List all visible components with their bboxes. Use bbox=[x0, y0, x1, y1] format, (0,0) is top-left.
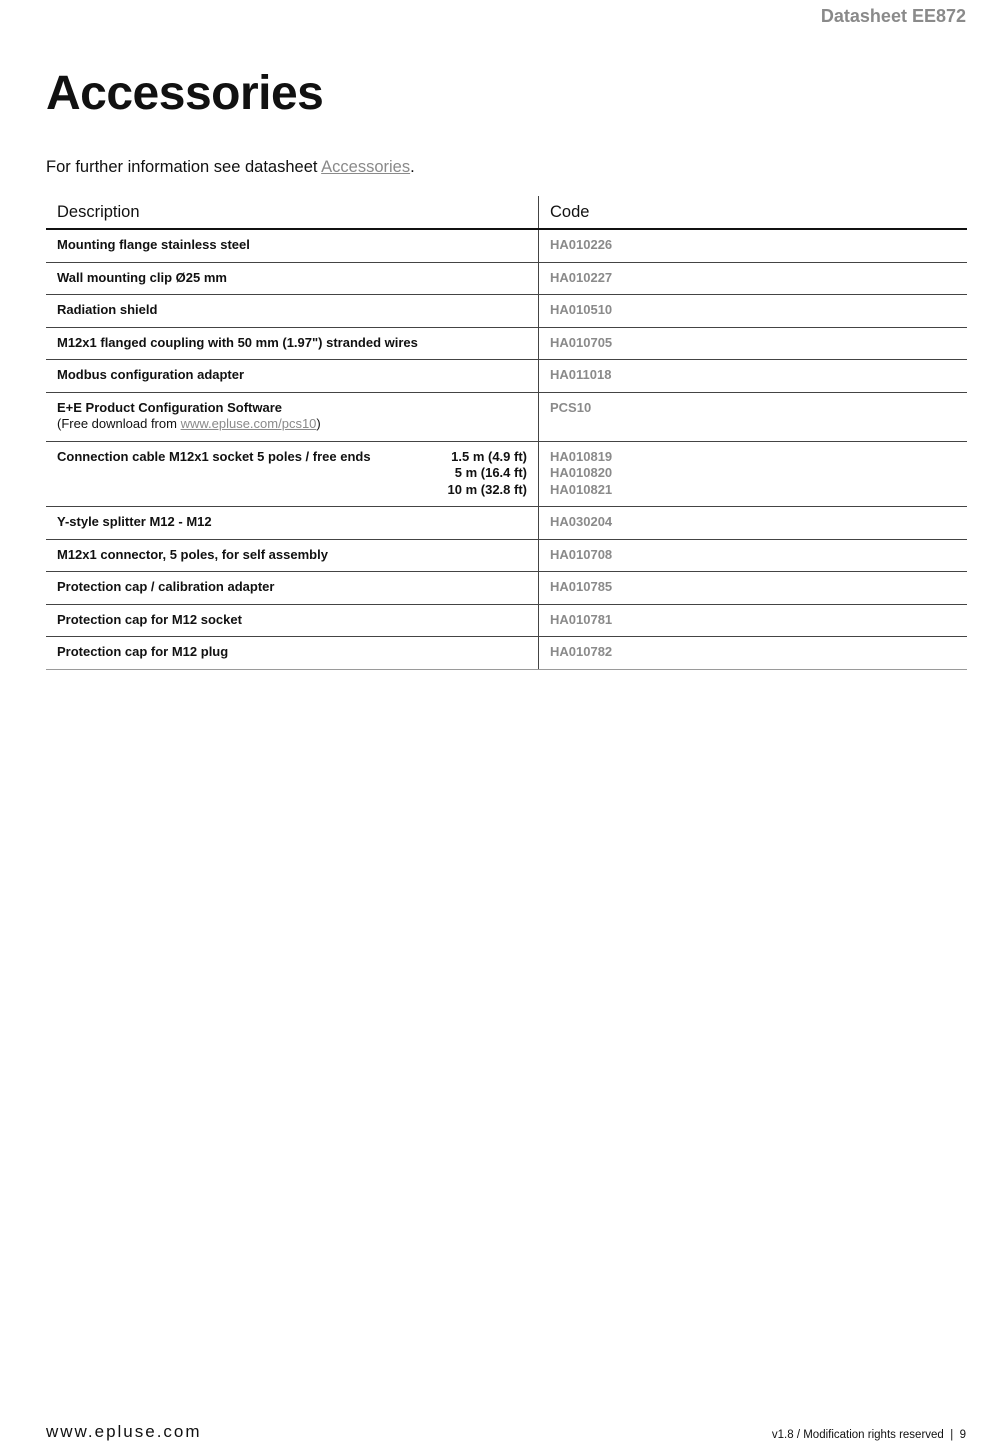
item-description: E+E Product Configuration Software bbox=[57, 399, 282, 415]
code-cell bbox=[539, 539, 968, 572]
code-cell bbox=[539, 262, 968, 295]
code-cell bbox=[539, 572, 968, 605]
description-cell bbox=[46, 262, 539, 295]
table-row bbox=[46, 572, 967, 605]
item-description: Modbus configuration adapter bbox=[57, 367, 245, 382]
item-description: Y-style splitter M12 - M12 bbox=[57, 514, 212, 529]
cable-length: 5 m (16.4 ft) bbox=[454, 465, 527, 480]
description-cell bbox=[46, 539, 539, 572]
download-link[interactable]: www.epluse.com/pcs10 bbox=[180, 416, 317, 431]
code-cell bbox=[539, 360, 968, 393]
item-description: Protection cap for M12 socket bbox=[57, 611, 242, 627]
table-row bbox=[46, 360, 967, 393]
item-description: Radiation shield bbox=[57, 302, 158, 317]
table-row bbox=[46, 507, 967, 540]
item-code: HA010819 bbox=[550, 448, 613, 464]
intro-period: . bbox=[410, 158, 415, 176]
datasheet-title: Datasheet EE872 bbox=[820, 6, 966, 26]
item-code: HA030204 bbox=[550, 514, 613, 529]
table-row bbox=[46, 637, 967, 670]
table-header-row bbox=[46, 196, 967, 229]
table-row bbox=[46, 262, 967, 295]
item-description: Connection cable M12x1 socket 5 poles / free ends bbox=[57, 448, 371, 464]
description-cell bbox=[46, 507, 539, 540]
accessories-link[interactable]: Accessories bbox=[321, 158, 411, 176]
description-cell bbox=[46, 360, 539, 393]
item-description: Protection cap for M12 plug bbox=[57, 644, 229, 659]
cable-length: 10 m (32.8 ft) bbox=[447, 481, 527, 497]
item-code: HA010785 bbox=[550, 579, 613, 594]
item-note bbox=[57, 416, 527, 433]
item-code: HA010821 bbox=[550, 481, 613, 497]
item-description: M12x1 flanged coupling with 50 mm (1.97") stranded wires bbox=[57, 334, 418, 350]
item-description: M12x1 connector, 5 poles, for self assembly bbox=[57, 546, 328, 562]
code-cell bbox=[539, 441, 968, 507]
intro-paragraph bbox=[46, 158, 415, 177]
table-row bbox=[46, 327, 967, 360]
item-description: Mounting flange stainless steel bbox=[57, 237, 250, 252]
item-code: HA010820 bbox=[550, 465, 613, 480]
table-row bbox=[46, 441, 967, 507]
item-code: HA010227 bbox=[550, 269, 613, 285]
code-cell bbox=[539, 604, 968, 637]
table-row bbox=[46, 229, 967, 262]
intro-text: For further information see datasheet bbox=[46, 158, 322, 176]
table-row bbox=[46, 392, 967, 441]
accessories-table bbox=[46, 196, 967, 670]
code-cell bbox=[539, 229, 968, 262]
item-code: HA010510 bbox=[550, 302, 613, 317]
item-code: HA010705 bbox=[550, 334, 613, 350]
cable-length: 1.5 m (4.9 ft) bbox=[451, 448, 527, 464]
description-cell bbox=[46, 327, 539, 360]
note-prefix: (Free download from bbox=[57, 416, 181, 431]
code-header: Code bbox=[539, 196, 968, 229]
page-title: Accessories bbox=[46, 67, 324, 120]
code-cell bbox=[539, 507, 968, 540]
cable-lengths bbox=[448, 449, 527, 499]
description-cell bbox=[46, 637, 539, 670]
code-cell bbox=[539, 392, 968, 441]
table-row bbox=[46, 539, 967, 572]
item-code: HA010708 bbox=[550, 546, 613, 562]
item-code: PCS10 bbox=[550, 399, 592, 415]
code-cell bbox=[539, 295, 968, 328]
code-cell bbox=[539, 327, 968, 360]
footer-website: www.epluse.com bbox=[46, 1422, 202, 1441]
table-row bbox=[46, 604, 967, 637]
item-code: HA010226 bbox=[550, 237, 613, 252]
item-description: Wall mounting clip Ø25 mm bbox=[57, 269, 227, 285]
description-cell bbox=[46, 572, 539, 605]
item-code: HA010782 bbox=[550, 644, 613, 659]
footer-version: v1.8 / Modification rights reserved | 9 bbox=[771, 1429, 966, 1441]
note-suffix: ) bbox=[316, 416, 321, 431]
code-cell bbox=[539, 637, 968, 670]
description-cell bbox=[46, 441, 539, 507]
description-header: Description bbox=[46, 196, 539, 229]
item-description: Protection cap / calibration adapter bbox=[57, 579, 275, 594]
item-code: HA010781 bbox=[550, 611, 613, 627]
description-cell bbox=[46, 229, 539, 262]
table-row bbox=[46, 295, 967, 328]
item-code: HA011018 bbox=[550, 367, 612, 382]
description-cell bbox=[46, 392, 539, 441]
description-cell bbox=[46, 604, 539, 637]
description-cell bbox=[46, 295, 539, 328]
